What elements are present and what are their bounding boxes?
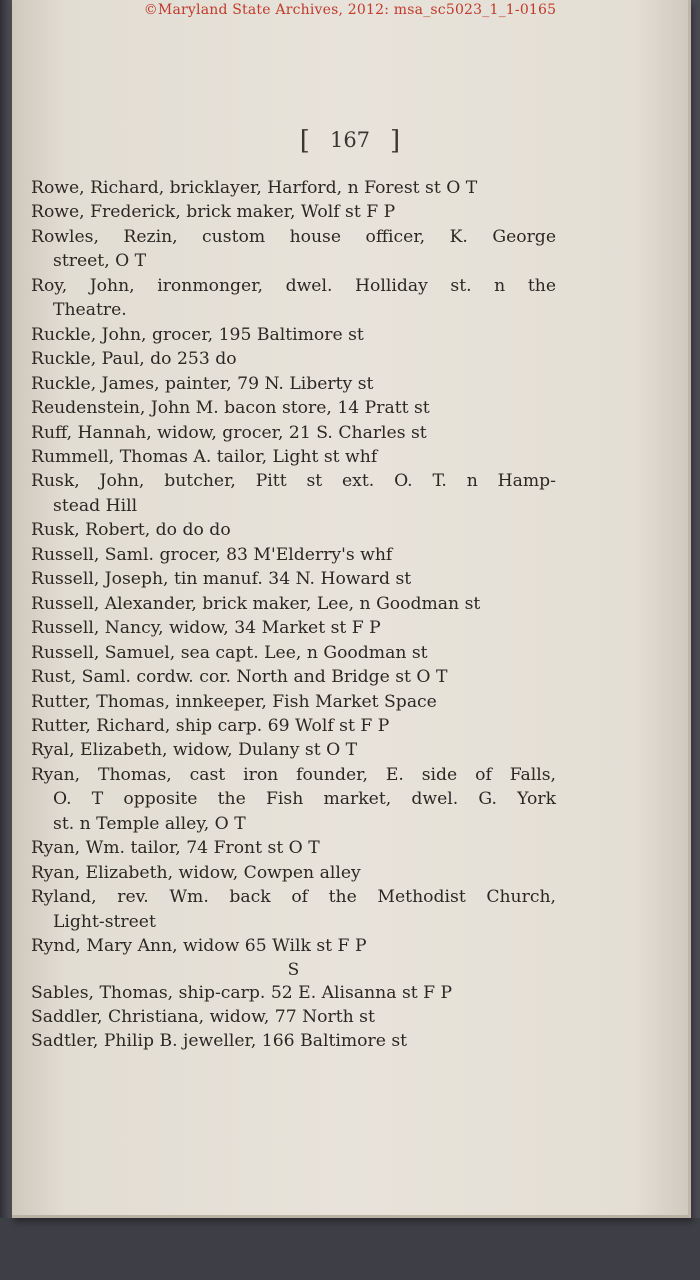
- entry-line: Rummell, Thomas A. tailor, Light st whf: [31, 446, 378, 467]
- entry-line: Ryland, rev. Wm. back of the Methodist Church,: [31, 887, 556, 908]
- directory-entry: [31, 396, 556, 420]
- directory-entries: [31, 176, 556, 1054]
- directory-entry: [31, 641, 556, 665]
- entries-r: [31, 176, 556, 959]
- entry-line: Sables, Thomas, ship-carp. 52 E. Alisanna st F P: [31, 982, 453, 1003]
- page-number-value: 167: [329, 128, 371, 152]
- directory-entry: [31, 274, 556, 323]
- entry-line: Ruckle, John, grocer, 195 Baltimore st: [31, 324, 364, 345]
- entry-line: Reudenstein, John M. bacon store, 14 Pratt st: [31, 398, 430, 419]
- directory-entry: [31, 372, 556, 396]
- directory-entry: [31, 592, 556, 616]
- entry-line: Ryan, Elizabeth, widow, Cowpen alley: [31, 862, 361, 883]
- entry-continuation-line: st. n Temple alley, O T: [53, 813, 246, 834]
- entry-line: Russell, Nancy, widow, 34 Market st F P: [31, 618, 381, 639]
- left-bracket: [: [299, 126, 310, 156]
- directory-entry: [31, 323, 556, 347]
- directory-entry: [31, 543, 556, 567]
- directory-entry: [31, 714, 556, 738]
- directory-entry: [31, 763, 556, 836]
- directory-entry: [31, 690, 556, 714]
- entry-line: Sadtler, Philip B. jeweller, 166 Baltimore st: [31, 1031, 408, 1052]
- entry-line: Rowles, Rezin, custom house officer, K. George: [31, 226, 556, 247]
- entry-line: Rowe, Richard, bricklayer, Harford, n Forest st O T: [31, 178, 478, 198]
- entry-line: Ryan, Thomas, cast iron founder, E. side of Falls,: [31, 764, 556, 785]
- entry-line: Ruckle, James, painter, 79 N. Liberty st: [31, 373, 374, 394]
- directory-entry: [31, 836, 556, 860]
- archive-watermark: ©Maryland State Archives, 2012: msa_sc5023_1_1-0165: [143, 2, 557, 18]
- entry-line: Rutter, Richard, ship carp. 69 Wolf st F P: [31, 715, 390, 736]
- directory-entry: [31, 421, 556, 445]
- entry-line: Russell, Saml. grocer, 83 M'Elderry's whf: [31, 544, 393, 565]
- entry-continuation-line: stead Hill: [53, 495, 138, 516]
- directory-entry: [31, 1005, 556, 1029]
- entry-continuation-line: street, O T: [53, 251, 147, 272]
- directory-entry: [31, 200, 556, 224]
- directory-entry: [31, 567, 556, 591]
- page-number: [0, 124, 700, 154]
- directory-entry: [31, 518, 556, 542]
- directory-entry: [31, 1029, 556, 1053]
- entry-line: Rutter, Thomas, innkeeper, Fish Market Space: [31, 691, 437, 712]
- directory-entry: [31, 885, 556, 934]
- directory-entry: [31, 469, 556, 518]
- entry-continuation-line: O. T opposite the Fish market, dwel. G. York: [53, 789, 556, 810]
- directory-entry: [31, 738, 556, 762]
- directory-entry: [31, 225, 556, 274]
- directory-entry: [31, 347, 556, 371]
- entry-line: Rusk, Robert, do do do: [31, 520, 231, 541]
- entry-line: Roy, John, ironmonger, dwel. Holliday st. n the: [31, 275, 556, 296]
- directory-entry: [31, 665, 556, 689]
- entry-continuation-line: Theatre.: [53, 300, 127, 321]
- directory-entry: [31, 861, 556, 885]
- entries-s: [31, 981, 556, 1054]
- directory-entry: [31, 445, 556, 469]
- directory-entry: [31, 616, 556, 640]
- entry-line: Rust, Saml. cordw. cor. North and Bridge st O T: [31, 667, 448, 688]
- right-bracket: ]: [390, 126, 401, 156]
- entry-line: Ruff, Hannah, widow, grocer, 21 S. Charles st: [31, 422, 427, 443]
- entry-line: Rusk, John, butcher, Pitt st ext. O. T. n Hamp-: [31, 471, 556, 492]
- directory-entry: [31, 981, 556, 1005]
- entry-line: Ryal, Elizabeth, widow, Dulany st O T: [31, 740, 358, 761]
- section-header: S: [287, 959, 300, 980]
- entry-line: Saddler, Christiana, widow, 77 North st: [31, 1006, 375, 1027]
- directory-entry: [31, 176, 556, 200]
- entry-line: Russell, Alexander, brick maker, Lee, n Goodman st: [31, 593, 481, 614]
- entry-line: Rynd, Mary Ann, widow 65 Wilk st F P: [31, 936, 367, 957]
- scan-background: [0, 1218, 700, 1280]
- entry-line: Ryan, Wm. tailor, 74 Front st O T: [31, 838, 320, 859]
- directory-entry: [31, 934, 556, 958]
- entry-line: Russell, Joseph, tin manuf. 34 N. Howard st: [31, 569, 412, 590]
- entry-line: Russell, Samuel, sea capt. Lee, n Goodman st: [31, 642, 428, 663]
- entry-line: Rowe, Frederick, brick maker, Wolf st F P: [31, 202, 396, 223]
- entry-line: Ruckle, Paul, do 253 do: [31, 349, 237, 370]
- entry-continuation-line: Light-street: [53, 911, 156, 932]
